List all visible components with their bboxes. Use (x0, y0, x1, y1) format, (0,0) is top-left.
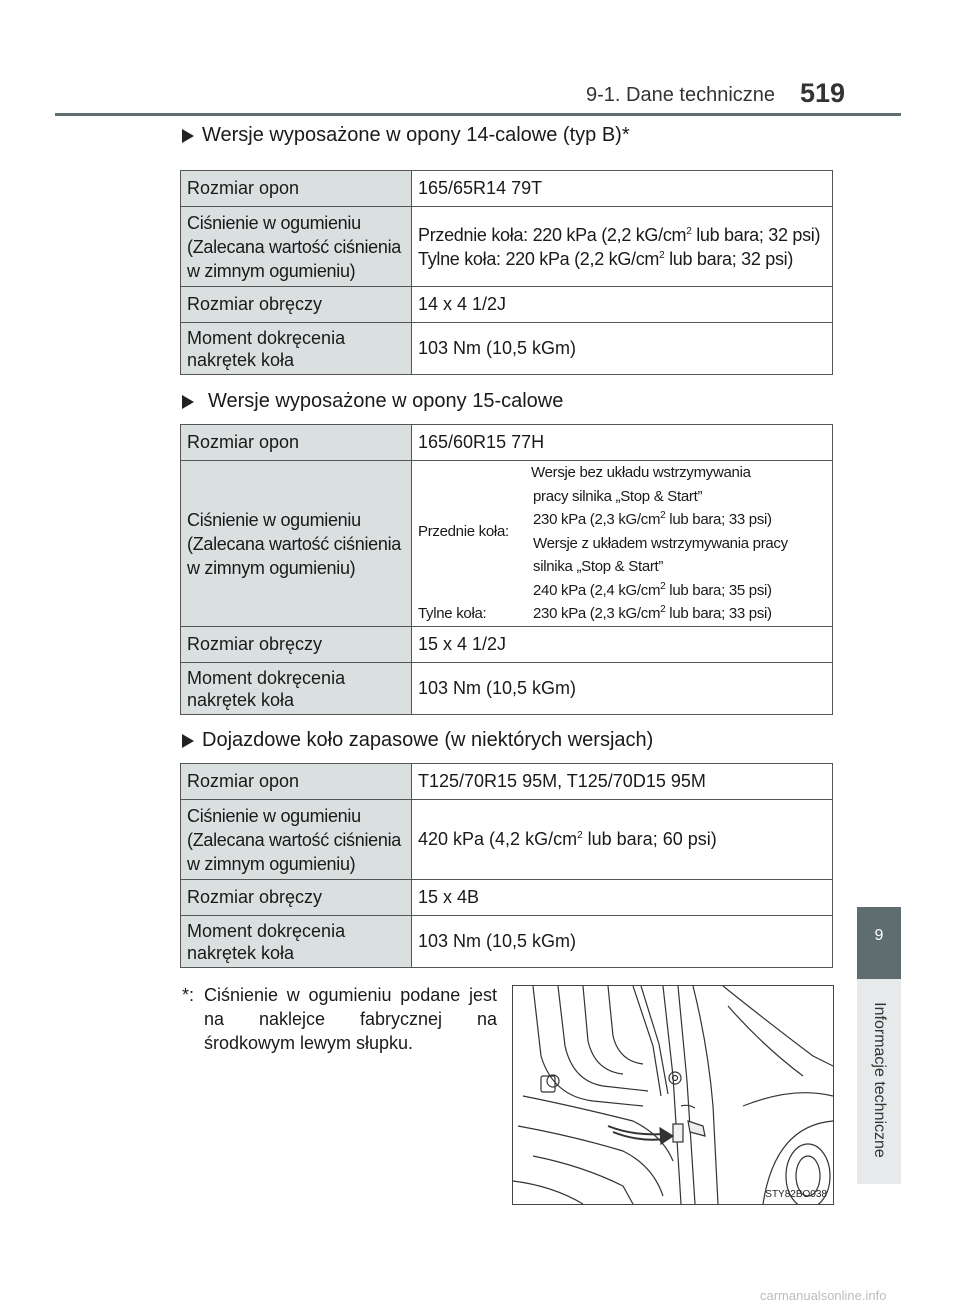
section-title-text: Wersje wyposażone w opony 15-calowe (208, 390, 564, 412)
value-rim-size: 14 x 4 1/2J (412, 287, 833, 323)
watermark: carmanualsonline.info (760, 1288, 887, 1303)
table-row (181, 461, 833, 627)
header-section-title: 9-1. Dane techniczne (586, 84, 776, 106)
value-rim-size: 15 x 4 1/2J (412, 627, 833, 663)
value-torque: 103 Nm (10,5 kGm) (412, 323, 833, 375)
pressure-text: 420 kPa (4,2 kG/cm (418, 829, 578, 849)
superscript: 2 (660, 580, 666, 592)
section-title-spare-wheel (182, 729, 653, 752)
value-rim-size: 15 x 4B (412, 880, 833, 916)
label-torque (181, 663, 412, 715)
pressure-front (418, 223, 826, 247)
rear-wheels-key: Tylne koła: (418, 605, 487, 623)
section-title-15inch (182, 390, 563, 413)
table-row (181, 800, 833, 880)
spec-table-spare-wheel (180, 763, 833, 968)
label-tire-size: Rozmiar opon (181, 425, 412, 461)
value-tire-size: 165/60R15 77H (412, 425, 833, 461)
page-number: 519 (800, 78, 846, 108)
pressure-text: lub bara; 35 psi) (665, 581, 772, 599)
pressure-text: lub bara; 60 psi) (582, 829, 717, 849)
label-rim-size: Rozmiar obręczy (181, 880, 412, 916)
b-pillar-illustration (512, 985, 834, 1205)
label-line: (Zalecana wartość ciśnienia (187, 533, 401, 554)
chapter-number: 9 (874, 927, 884, 944)
table-row (181, 207, 833, 287)
table-row (181, 663, 833, 715)
label-line: w zimnym ogumieniu) (187, 853, 356, 874)
label-tire-size: Rozmiar opon (181, 764, 412, 800)
table-row (181, 916, 833, 968)
label-pressure (181, 461, 412, 627)
pressure-line (531, 579, 826, 603)
chapter-tab (857, 907, 901, 979)
pressure-text: 230 kPa (2,3 kG/cm (533, 511, 661, 529)
triangle-bullet-icon (182, 734, 194, 748)
table-row (181, 171, 833, 207)
pressure-rear-text: Tylne koła: 220 kPa (2,2 kG/cm (418, 248, 660, 269)
condition-line: silnika „Stop & Start” (533, 558, 664, 576)
value-tire-size: T125/70R15 95M, T125/70D15 95M (412, 764, 833, 800)
table-row (181, 425, 833, 461)
superscript: 2 (660, 510, 666, 522)
label-line: w zimnym ogumieniu) (187, 260, 356, 281)
label-rim-size: Rozmiar obręczy (181, 287, 412, 323)
front-wheels-key: Przednie koła: (418, 523, 509, 540)
section-title-14inch (182, 124, 630, 147)
label-line: Moment dokręcenia (187, 327, 346, 348)
condition-line: Wersje bez układu wstrzymywania (531, 464, 751, 482)
chapter-label: Informacje techniczne (871, 1002, 888, 1158)
superscript: 2 (659, 249, 665, 261)
pressure-text: lub bara; 33 psi) (665, 605, 772, 623)
value-torque: 103 Nm (10,5 kGm) (412, 916, 833, 968)
label-line: (Zalecana wartość ciśnienia (187, 236, 401, 257)
car-interior-drawing-icon (513, 986, 833, 1204)
label-torque (181, 916, 412, 968)
figure-code: STY82BO038 (765, 1189, 827, 1200)
label-torque (181, 323, 412, 375)
pressure-line (531, 508, 826, 532)
label-line: Ciśnienie w ogumieniu (187, 805, 361, 826)
pressure-detail-table (418, 461, 826, 626)
pressure-text: lub bara; 33 psi) (665, 511, 772, 529)
table-row (181, 764, 833, 800)
spec-table-15inch (180, 424, 833, 715)
table-row (181, 880, 833, 916)
table-row (181, 287, 833, 323)
pressure-front-text: lub bara; 32 psi) (691, 224, 821, 245)
label-line: nakrętek koła (187, 689, 295, 710)
section-title-text: Dojazdowe koło zapasowe (w niektórych wersjach) (202, 729, 654, 751)
value-pressure (412, 800, 833, 880)
table-row (181, 627, 833, 663)
condition-line: pracy silnika „Stop & Start” (533, 487, 703, 505)
label-line: w zimnym ogumieniu) (187, 557, 356, 578)
pressure-front-text: Przednie koła: 220 kPa (2,2 kG/cm (418, 224, 687, 245)
label-line: Ciśnienie w ogumieniu (187, 212, 361, 233)
label-line: Moment dokręcenia (187, 667, 346, 688)
superscript: 2 (577, 830, 583, 841)
label-rim-size: Rozmiar obręczy (181, 627, 412, 663)
header-rule (55, 113, 901, 116)
triangle-bullet-icon (182, 129, 194, 143)
footnote (182, 983, 497, 1055)
label-pressure (181, 207, 412, 287)
label-tire-size: Rozmiar opon (181, 171, 412, 207)
front-wheels-values (531, 461, 826, 602)
superscript: 2 (686, 225, 692, 237)
label-line: Moment dokręcenia (187, 920, 346, 941)
pressure-rear-text: lub bara; 32 psi) (664, 248, 794, 269)
value-tire-size: 165/65R14 79T (412, 171, 833, 207)
label-line: nakrętek koła (187, 349, 295, 370)
label-line: (Zalecana wartość ciśnienia (187, 829, 401, 850)
pressure-text: 240 kPa (2,4 kG/cm (533, 581, 661, 599)
label-line: nakrętek koła (187, 942, 295, 963)
pressure-text: 230 kPa (2,3 kG/cm (533, 605, 661, 623)
condition-line: Wersje z układem wstrzymywania pracy (533, 534, 788, 552)
value-torque: 103 Nm (10,5 kGm) (412, 663, 833, 715)
label-line: Ciśnienie w ogumieniu (187, 509, 361, 530)
table-row (181, 323, 833, 375)
superscript: 2 (660, 604, 666, 616)
spec-table-14inch (180, 170, 833, 375)
pressure-rear (418, 247, 826, 271)
triangle-bullet-icon (182, 395, 194, 409)
value-pressure (412, 461, 833, 627)
section-title-text: Wersje wyposażone w opony 14-calowe (typ B)* (202, 124, 630, 146)
label-pressure (181, 800, 412, 880)
value-pressure (412, 207, 833, 287)
rear-wheels-value (531, 602, 826, 626)
footnote-marker: *: (182, 985, 195, 1005)
footnote-text: Ciśnienie w ogumieniu podane jest na naklejce fabrycznej na środkowym lewym słupku. (204, 985, 497, 1053)
